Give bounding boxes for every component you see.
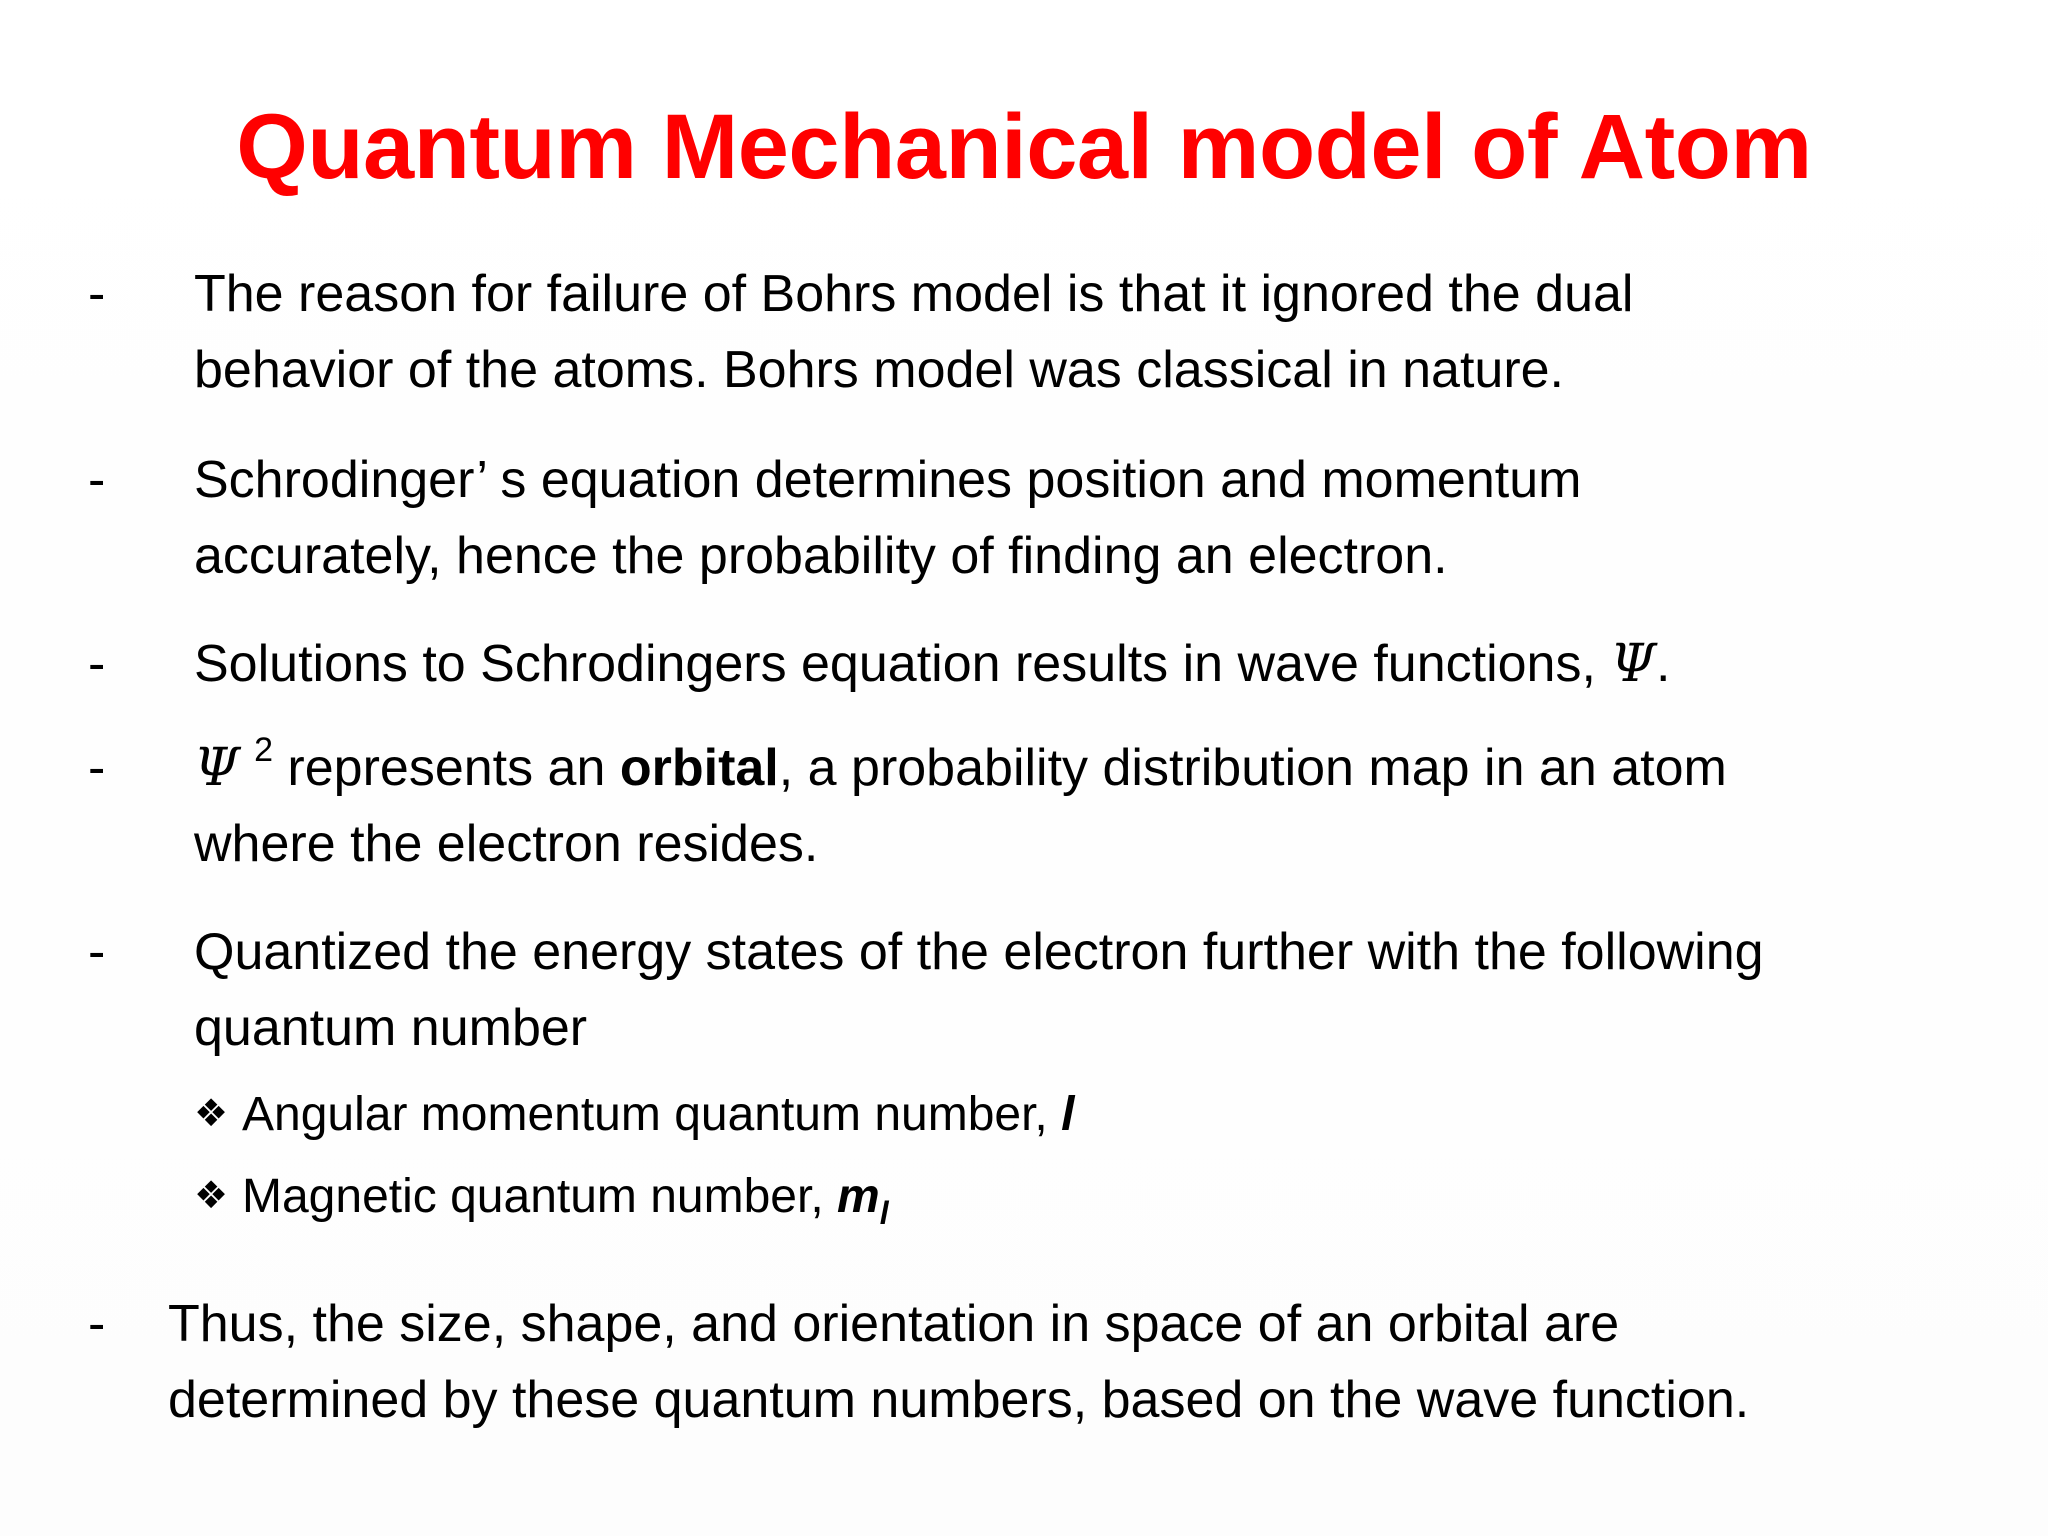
sub-bullet-text: Angular momentum quantum number,	[242, 1088, 1062, 1141]
bullet-text	[194, 730, 1994, 882]
sub-bullet-item	[194, 1078, 1074, 1150]
diamond-bullet-icon: ❖	[194, 1173, 229, 1217]
quantum-symbol: l	[1061, 1088, 1075, 1141]
sub-bullet-text: Magnetic quantum number,	[242, 1170, 838, 1223]
quantum-symbol: m	[837, 1170, 880, 1223]
bullet-line: The reason for failure of Bohrs model is that it ignored the dual	[194, 265, 1634, 323]
psi-symbol: Ψ	[1610, 634, 1656, 694]
bullet-text	[168, 1286, 1968, 1438]
bullet-marker: -	[88, 923, 106, 981]
bullet-line: determined by these quantum numbers, based on the wave function.	[168, 1371, 1750, 1429]
bullet-line-text: , a probability distribution map in an atom	[778, 739, 1727, 797]
psi-symbol: Ψ	[194, 738, 240, 798]
bullet-line-text: Solutions to Schrodingers equation results in wave functions,	[194, 635, 1611, 693]
bullet-line	[194, 730, 1994, 806]
bullet-line: behavior of the atoms. Bohrs model was classical in nature.	[194, 341, 1565, 399]
bullet-text	[194, 626, 1994, 702]
bullet-marker: -	[88, 265, 106, 323]
bullet-line-end: .	[1655, 635, 1671, 693]
bullet-text	[194, 914, 1994, 1066]
bullet-line: quantum number	[194, 999, 588, 1057]
slide-title: Quantum Mechanical model of Atom	[236, 96, 1812, 198]
psi-superscript: 2	[254, 731, 273, 769]
quantum-subscript: l	[879, 1195, 889, 1231]
bullet-line: Schrodinger’ s equation determines position and momentum	[194, 451, 1582, 509]
bullet-line: Quantized the energy states of the electron further with the following	[194, 923, 1764, 981]
bullet-line: where the electron resides.	[194, 815, 819, 873]
bullet-marker: -	[88, 1295, 106, 1353]
bullet-marker: -	[88, 635, 106, 693]
bullet-marker: -	[88, 451, 106, 509]
orbital-term: orbital	[619, 739, 779, 797]
bullet-marker: -	[88, 739, 106, 797]
diamond-bullet-icon: ❖	[194, 1091, 229, 1135]
bullet-line: accurately, hence the probability of finding an electron.	[194, 527, 1448, 585]
bullet-line-text: represents an	[272, 739, 620, 797]
bullet-line	[194, 626, 1994, 702]
sub-bullet-item	[194, 1160, 889, 1232]
bullet-text	[194, 256, 1994, 408]
bullet-text	[194, 442, 1994, 594]
bullet-line: Thus, the size, shape, and orientation in space of an orbital are	[168, 1295, 1620, 1353]
